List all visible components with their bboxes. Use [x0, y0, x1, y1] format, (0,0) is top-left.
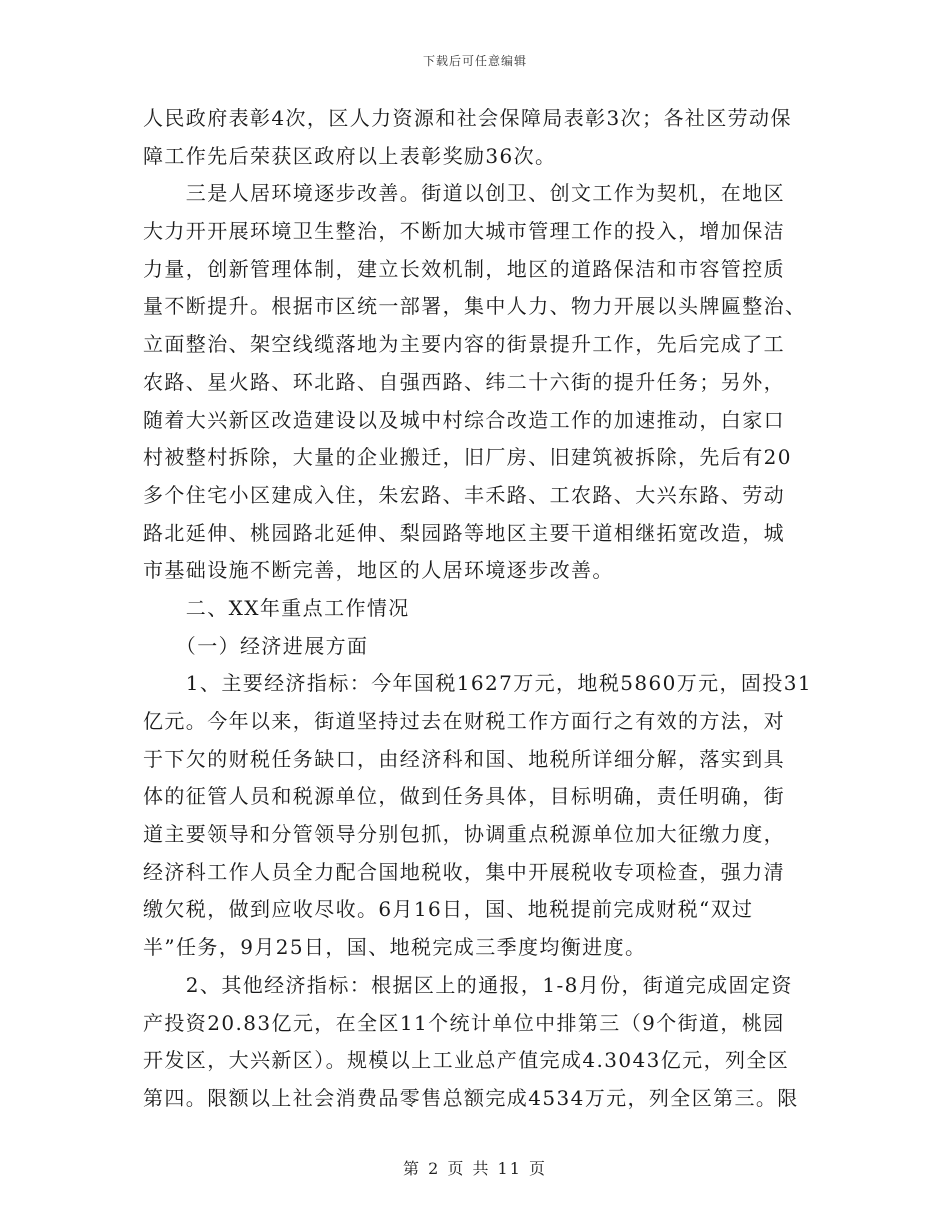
text-line: 路北延伸、桃园路北延伸、梨园路等地区主要干道相继拓宽改造，城	[143, 520, 785, 545]
text-line: 半”任务，9月25日，国、地税完成三季度均衡进度。	[143, 935, 647, 960]
text-line: 立面整治、架空线缆落地为主要内容的街景提升工作，先后完成了工	[143, 332, 785, 357]
text-line: 2、其他经济指标：根据区上的通报，1-8月份，街道完成固定资	[143, 972, 793, 997]
text-line: 经济科工作人员全力配合国地税收，集中开展税收专项检查，强力清	[143, 859, 785, 884]
text-line: 开发区，大兴新区）。规模以上工业总产值完成4.3043亿元，列全区	[143, 1048, 790, 1073]
text-line: 亿元。今年以来，街道坚持过去在财税工作方面行之有效的方法，对	[143, 709, 785, 733]
text-line: 随着大兴新区改造建设以及城中村综合改造工作的加速推动，白家口	[143, 407, 785, 432]
text-line: 大力开开展环境卫生整治，不断加大城市管理工作的投入，增加保洁	[143, 219, 785, 244]
text-line: 三是人居环境逐步改善。街道以创卫、创文工作为契机，在地区	[143, 181, 785, 206]
text-line: 体的征管人员和税源单位，做到任务具体，目标明确，责任明确，街	[143, 784, 785, 809]
text-line: 障工作先后荣获区政府以上表彰奖励36次。	[143, 143, 557, 168]
section-heading: 二、XX年重点工作情况	[143, 595, 410, 620]
text-line: 村被整村拆除，大量的企业搬迁，旧厂房、旧建筑被拆除，先后有20	[143, 445, 792, 470]
text-line: 力量，创新管理体制，建立长效机制，地区的道路保洁和市容管控质	[143, 256, 785, 281]
text-line: 农路、星火路、环北路、自强西路、纬二十六街的提升任务；另外，	[143, 369, 785, 394]
text-line: 1、主要经济指标：今年国税1627万元，地税5860万元，固投31	[143, 671, 812, 696]
text-line: 第四。限额以上社会消费品零售总额完成4534万元，列全区第三。限	[143, 1085, 799, 1110]
page-footer: 第 2 页 共 11 页	[403, 1159, 547, 1178]
document-body	[143, 100, 811, 1118]
text-line: 道主要领导和分管领导分别包抓，协调重点税源单位加大征缴力度，	[143, 822, 785, 847]
text-line: 产投资20.83亿元，在全区11个统计单位中排第三（9个街道，桃园	[143, 1010, 785, 1035]
text-line: 多个住宅小区建成入住，朱宏路、丰禾路、工农路、大兴东路、劳动	[143, 482, 785, 507]
subsection-heading: （一）经济进展方面	[143, 633, 369, 658]
text-line: 人民政府表彰4次，区人力资源和社会保障局表彰3次；各社区劳动保	[143, 106, 792, 130]
text-line: 缴欠税，做到应收尽收。6月16日，国、地税提前完成财税“双过	[143, 897, 754, 922]
text-line: 市基础设施不断完善，地区的人居环境逐步改善。	[143, 558, 614, 583]
text-line: 于下欠的财税任务缺口，由经济科和国、地税所详细分解，落实到具	[143, 746, 785, 771]
page-header: 下载后可任意编辑	[422, 54, 527, 68]
text-line: 量不断提升。根据市区统一部署，集中人力、物力开展以头牌匾整治、	[143, 294, 807, 319]
